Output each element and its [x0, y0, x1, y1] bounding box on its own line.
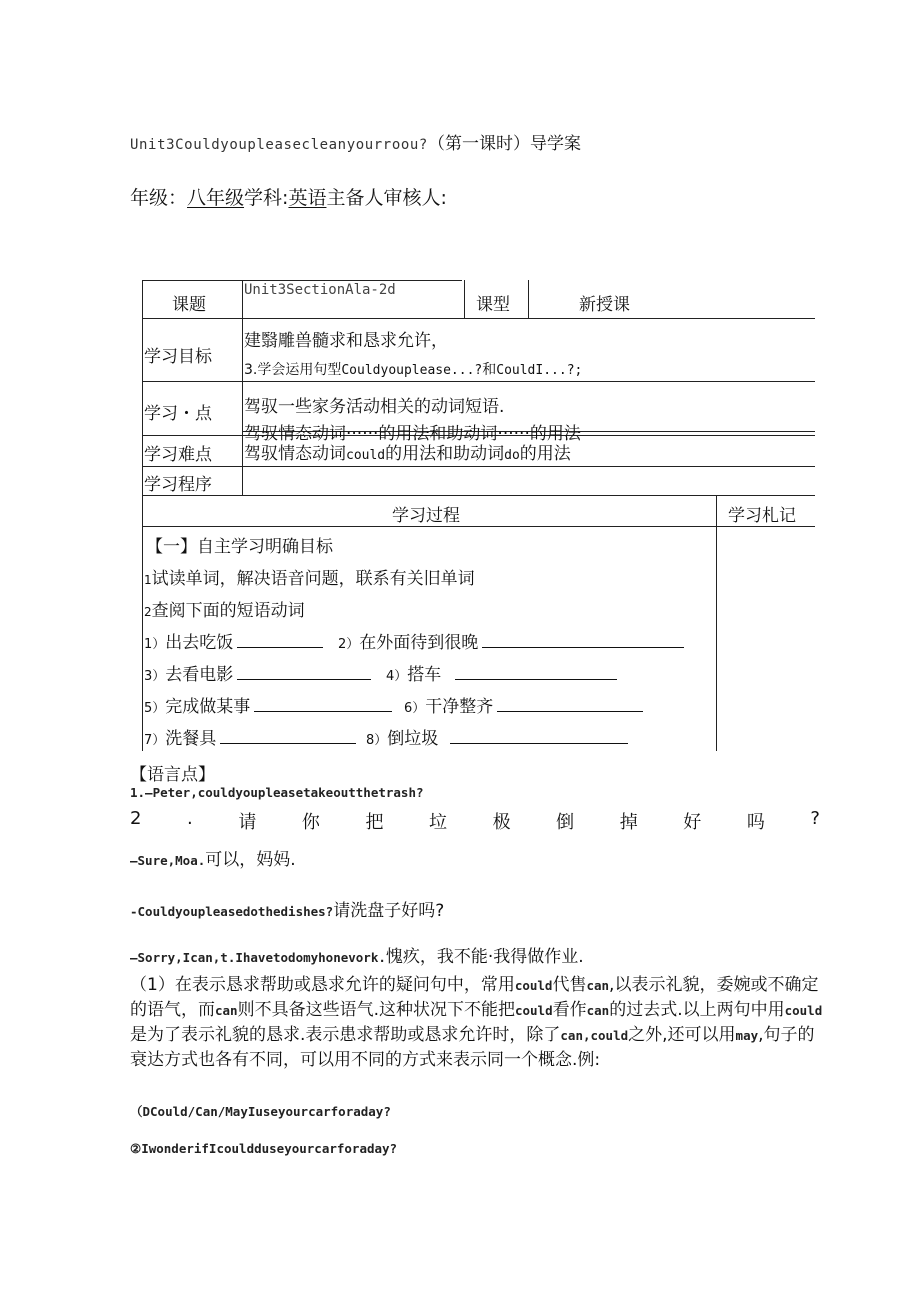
- table-rule: [142, 280, 143, 751]
- title-chinese: （第一课时）导学案: [427, 134, 581, 154]
- process-header: 学习过程: [392, 506, 460, 526]
- objective-line-2-mid: 和: [482, 362, 497, 378]
- phrase-item: 7）洗餐具: [144, 724, 360, 749]
- answer-blank[interactable]: [455, 663, 617, 680]
- difficulties-text-b: 的用法和助动词: [385, 444, 505, 464]
- page-title: [130, 129, 581, 154]
- difficulties-label: 学习难点: [144, 445, 212, 465]
- objective-pattern-2: CouldI...?;: [496, 363, 583, 378]
- phrase-item: 6）干净整齐: [404, 692, 647, 717]
- key-point-clip: [244, 423, 815, 444]
- difficulties-text-a: 驾驭情态动词: [244, 444, 346, 464]
- objective-line-2: [244, 359, 582, 379]
- step-1: [144, 564, 475, 589]
- example-5: —Sorry,Ican,t.Ihavetodomyhonevork.愧疚，我不能·我得做作业.: [130, 947, 584, 967]
- example-1: 1.—Peter,couldyoupleasetakeoutthetrash?: [130, 785, 424, 800]
- phrase-item: 5）完成做某事: [144, 692, 396, 717]
- phrase-item: 8）倒垃圾: [366, 724, 632, 749]
- meta-line: [130, 183, 447, 210]
- topic-label: 课题: [172, 295, 206, 315]
- table-rule: [716, 495, 717, 751]
- key-points-label: 学习・点: [144, 404, 212, 424]
- key-point-line-1: 驾驭一些家务活动相关的动词短语.: [244, 397, 505, 417]
- example-6: （DCould/Can/MayIuseyourcarforaday?: [130, 1104, 391, 1119]
- phrase-item: 2）在外面待到很晚: [338, 628, 688, 653]
- answer-blank[interactable]: [237, 663, 371, 680]
- table-rule: [464, 280, 465, 318]
- objective-line-1: 建翳雕兽髓求和恳求允许，: [244, 331, 448, 351]
- subject-value: 英语: [288, 187, 327, 209]
- step-2-text: 查阅下面的短语动词: [151, 601, 305, 621]
- step-1-number: 1: [144, 573, 152, 587]
- answer-blank[interactable]: [482, 631, 684, 648]
- lesson-type-label: 课型: [476, 295, 510, 315]
- example-7: ②IwonderifIcouldduseyourcarforaday?: [130, 1141, 398, 1156]
- topic-value: Unit3SectionAla-2d: [244, 282, 396, 298]
- answer-blank[interactable]: [237, 631, 323, 648]
- answer-blank[interactable]: [220, 727, 356, 744]
- lesson-type-value: 新授课: [579, 295, 630, 315]
- objectives-label: 学习目标: [144, 347, 212, 367]
- difficulties-word-do: do: [504, 448, 520, 463]
- phrase-item: 4）搭车: [386, 660, 621, 685]
- difficulties-word-could: could: [346, 448, 386, 463]
- table-rule: [528, 280, 529, 318]
- phrase-item: 1）出去吃饭: [144, 628, 327, 653]
- language-points-heading: 【语言点】: [130, 765, 215, 785]
- example-2: 2 . 请 你 把 垃 极 倒 掉 好 吗 ?: [130, 808, 820, 833]
- meta-rest: 主备人审核人:: [326, 187, 447, 209]
- subject-label: 学科:: [244, 187, 289, 209]
- grade-label: 年级：: [130, 187, 188, 209]
- title-english: Unit3Couldyoupleasecleanyourroou?: [130, 137, 428, 153]
- answer-blank[interactable]: [450, 727, 628, 744]
- difficulties-text-c: 的用法: [519, 444, 571, 464]
- grade-value: 八年级: [187, 187, 245, 209]
- step-2-number: 2: [144, 605, 152, 619]
- example-3: —Sure,Moa.可以，妈妈.: [130, 850, 296, 870]
- lesson-table: [142, 280, 815, 751]
- answer-blank[interactable]: [497, 695, 643, 712]
- objective-pattern-1: Couldyouplease...?: [341, 363, 483, 378]
- table-rule: [142, 495, 815, 496]
- example-4: -Couldyoupleasedothedishes?请洗盘子好吗?: [130, 901, 445, 921]
- table-rule: [242, 280, 243, 495]
- procedure-label: 学习程序: [144, 475, 212, 495]
- phrase-item: 3）去看电影: [144, 660, 375, 685]
- objective-line-2-prefix: 3.学会运用句型: [244, 362, 342, 378]
- difficulties-text: [244, 439, 571, 464]
- answer-blank[interactable]: [254, 695, 392, 712]
- table-rule: [142, 526, 815, 527]
- table-rule: [142, 280, 462, 281]
- step-1-text: 试读单词，解决语音问题，联系有关旧单词: [151, 569, 475, 589]
- step-2: [144, 596, 305, 621]
- section-heading: 【一】自主学习明确目标: [146, 537, 333, 557]
- explanation-paragraph: （1）在表示恳求帮助或恳求允许的疑问句中，常用could代售can,以表示礼貌，委婉或不确定的语气，而can则不具备这些语气.这种状况下不能把could看作can的过去式.以上两句中用could是为了表示礼貌的恳求.表示患求帮助或恳求允许时，除了can,could之外,还可以用may,句子的衰达方式也各有不同，可以用不同的方式来表示同一个概念.例:: [130, 975, 823, 1070]
- key-point-line-2: 驾驭情态动词······的用法和助动词······的用法: [244, 424, 581, 444]
- notes-header: 学习札记: [728, 506, 796, 526]
